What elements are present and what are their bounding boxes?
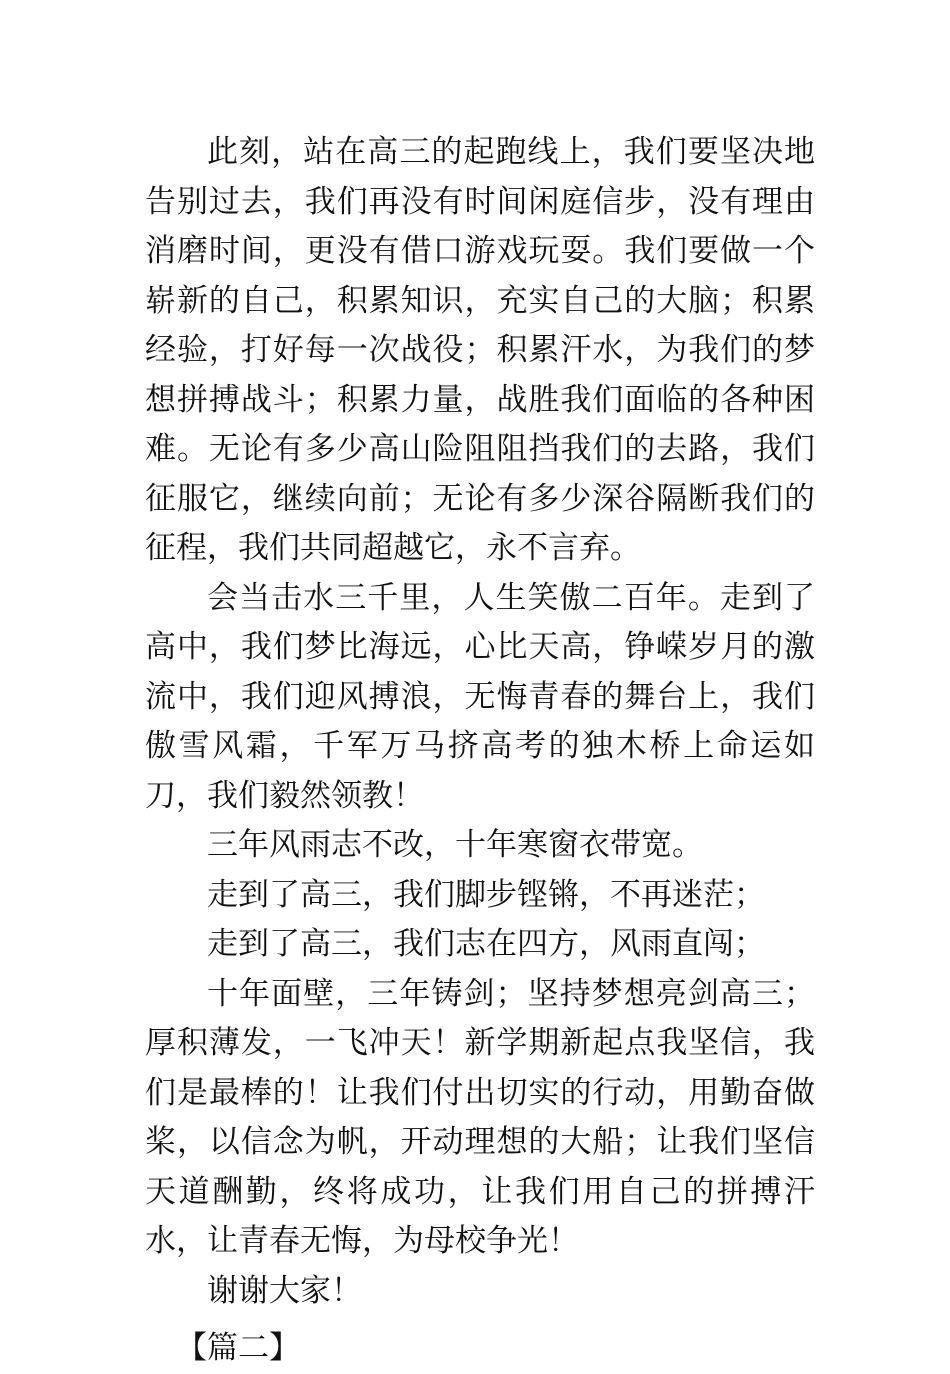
paragraph-2: 会当击水三千里，人生笑傲二百年。走到了高中，我们梦比海远，心比天高，铮嵘岁月的激流中，我们迎风搏浪，无悔青春的舞台上，我们傲雪风霜，千军万马挤高考的独木桥上命运如刀，我们毅然领教！ — [145, 579, 815, 814]
paragraph-3: 三年风雨志不改，十年寒窗衣带宽。 — [207, 827, 703, 863]
paragraph-4: 走到了高三，我们脚步铿锵，不再迷茫； — [207, 876, 765, 913]
section-heading: 【篇二】 — [176, 1330, 300, 1366]
document-body — [145, 128, 815, 1374]
paragraph-1: 此刻，站在高三的起跑线上，我们要坚决地告别过去，我们再没有时间闲庭信步，没有理由消磨时间，更没有借口游戏玩耍。我们要做一个崭新的自己，积累知识，充实自己的大脑；积累经验，打好每一次战役；积累汗水，为我们的梦想拼搏战斗；积累力量，战胜我们面临的各种困难。无论有多少高山险阻阻挡我们的去路，我们征服它，继续向前；无论有多少深谷隔断我们的征程，我们共同超越它，永不言弃。 — [145, 134, 815, 566]
paragraph-7: 谢谢大家！ — [207, 1272, 362, 1309]
paragraph-6: 十年面壁，三年铸剑；坚持梦想亮剑高三；厚积薄发，一飞冲天！新学期新起点我坚信，我们是最棒的！让我们付出切实的行动，用勤奋做桨，以信念为帆，开动理想的大船；让我们坚信天道酬勤，终将成功，让我们用自己的拼搏汗水，让青春无悔，为母校争光！ — [145, 975, 815, 1259]
paragraph-5: 走到了高三，我们志在四方，风雨直闯； — [207, 926, 765, 962]
